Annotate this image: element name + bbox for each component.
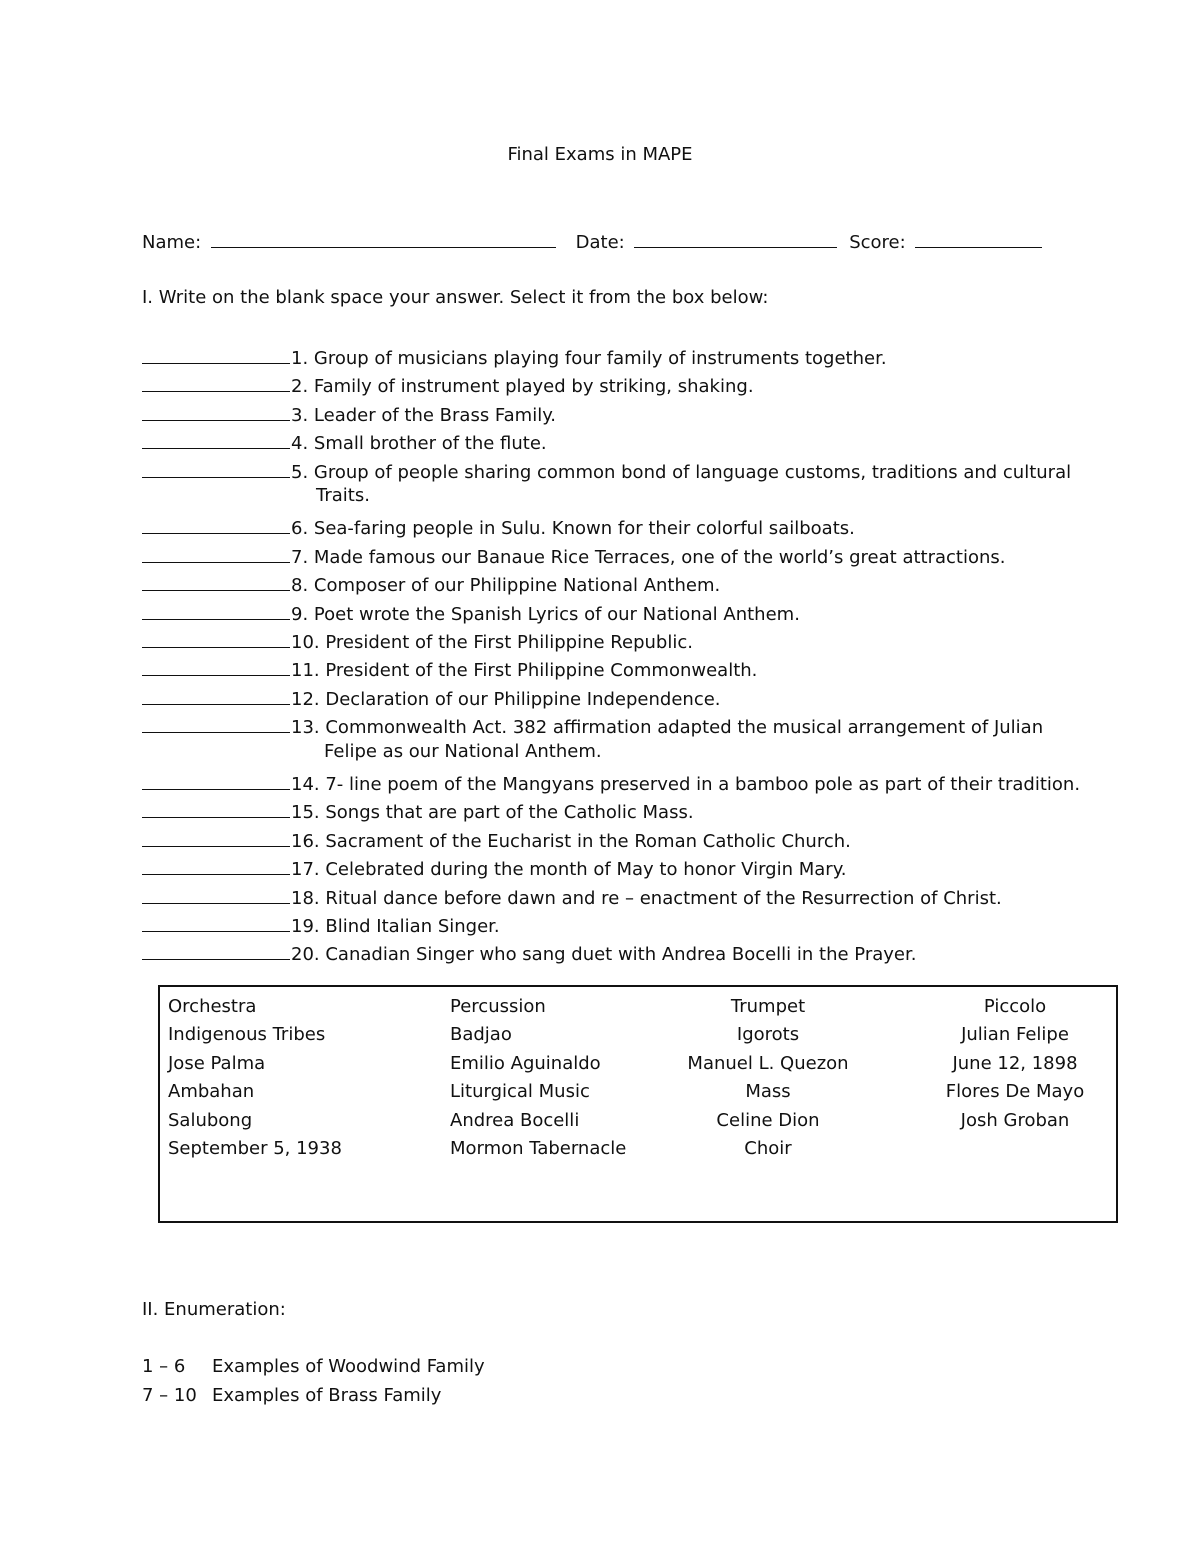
question-number: 4. [291, 433, 314, 455]
question-item [142, 883, 1002, 909]
question-text: 7- line poem of the Mangyans preserved in a bamboo pole as part of their tradition. [325, 774, 1081, 795]
answer-blank[interactable] [142, 371, 290, 392]
name-label: Name: [142, 232, 202, 253]
answer-choice: Choir [744, 1138, 792, 1159]
answer-blank[interactable] [142, 883, 290, 904]
answer-choice: June 12, 1898 [952, 1052, 1078, 1074]
answer-blank[interactable] [142, 712, 290, 733]
question-number: 15. [291, 802, 326, 824]
answer-choice: Liturgical Music [450, 1081, 590, 1103]
question-item [142, 939, 916, 965]
part2-heading: II. Enumeration: [142, 1299, 286, 1320]
answer-choice: Piccolo [983, 996, 1047, 1017]
question-number: 11. [291, 660, 326, 682]
question-number: 12. [291, 688, 326, 710]
question-item [142, 854, 847, 880]
answer-choice: Julian Felipe [961, 1024, 1069, 1046]
question-item [142, 400, 556, 426]
question-number: 2. [291, 376, 314, 398]
answer-choice: September 5, 1938 [168, 1138, 342, 1159]
question-item [142, 457, 1071, 483]
answer-blank[interactable] [142, 428, 290, 449]
question-item [142, 911, 500, 937]
question-item [142, 712, 1043, 738]
answer-blank[interactable] [142, 570, 290, 591]
answer-choice: Salubong [168, 1109, 253, 1131]
question-text: Leader of the Brass Family. [313, 404, 557, 426]
answer-blank[interactable] [142, 769, 290, 790]
page-title: Final Exams in MAPE [507, 144, 693, 165]
question-number: 10. [291, 632, 326, 653]
date-blank[interactable] [634, 229, 837, 248]
answer-blank[interactable] [142, 655, 290, 676]
answer-choice: Andrea Bocelli [450, 1109, 580, 1131]
answer-choice: Flores De Mayo [945, 1081, 1085, 1103]
question-text: Canadian Singer who sang duet with Andrea Bocelli in the Prayer. [325, 944, 917, 966]
question-text: President of the First Philippine Commonwealth. [325, 660, 758, 682]
question-number: 20. [291, 944, 326, 966]
question-item [142, 599, 800, 625]
answer-choice: Badjao [450, 1024, 512, 1046]
question-number: 16. [291, 830, 326, 852]
question-item [142, 513, 855, 539]
answer-choice: Percussion [450, 996, 546, 1017]
question-text-continued: Felipe as our National Anthem. [324, 740, 602, 762]
date-label: Date: [575, 232, 625, 253]
question-item [142, 371, 754, 397]
question-item [142, 570, 720, 596]
answer-blank[interactable] [142, 684, 290, 705]
question-item [142, 627, 693, 653]
answer-blank[interactable] [142, 939, 290, 960]
question-number: 17. [291, 859, 326, 881]
answer-blank[interactable] [142, 542, 290, 563]
question-text: Group of musicians playing four family of instruments together. [313, 348, 887, 369]
question-item [142, 655, 757, 681]
score-label: Score: [849, 232, 906, 253]
question-text: Celebrated during the month of May to honor Virgin Mary. [325, 859, 847, 881]
answer-blank[interactable] [142, 400, 290, 421]
answer-choice: Ambahan [168, 1081, 255, 1103]
question-number: 1. [291, 348, 314, 369]
question-number: 6. [291, 518, 314, 540]
question-text: Sea-faring people in Sulu. Known for their colorful sailboats. [313, 518, 855, 540]
answer-choice: Celine Dion [716, 1109, 820, 1131]
question-number: 18. [291, 887, 326, 909]
answer-choice: Trumpet [730, 996, 806, 1017]
answer-blank[interactable] [142, 343, 290, 364]
question-text-continued: Traits. [316, 485, 370, 506]
question-item [142, 797, 694, 823]
answer-blank[interactable] [142, 599, 290, 620]
answer-blank[interactable] [142, 826, 290, 847]
question-text: Sacrament of the Eucharist in the Roman Catholic Church. [325, 830, 851, 852]
question-item [142, 684, 721, 710]
question-item [142, 542, 1006, 568]
answer-blank[interactable] [142, 513, 290, 534]
question-number: 7. [291, 546, 314, 568]
enumeration-text: Examples of Woodwind Family [212, 1356, 485, 1377]
question-text: Songs that are part of the Catholic Mass. [325, 802, 694, 824]
question-number: 8. [291, 575, 314, 597]
enumeration-range: 7 – 10 [142, 1385, 197, 1406]
question-text: Made famous our Banaue Rice Terraces, one of the world’s great attractions. [313, 546, 1006, 568]
part1-instruction: I. Write on the blank space your answer. Select it from the box below: [142, 287, 769, 308]
question-number: 5. [291, 461, 314, 483]
answer-choice: Orchestra [168, 996, 257, 1017]
name-blank[interactable] [211, 229, 556, 248]
answer-choice: Mass [745, 1081, 791, 1103]
question-number: 14. [291, 774, 326, 795]
answer-choice: Emilio Aguinaldo [450, 1052, 601, 1074]
answer-blank[interactable] [142, 457, 290, 478]
question-text: Declaration of our Philippine Independence. [325, 688, 721, 710]
question-item [142, 826, 851, 852]
answer-choice: Josh Groban [960, 1109, 1070, 1131]
question-text: Family of instrument played by striking, shaking. [313, 376, 754, 398]
answer-choice: Mormon Tabernacle [450, 1138, 627, 1159]
enumeration-item [142, 1385, 441, 1406]
question-text: Composer of our Philippine National Anthem. [313, 575, 721, 597]
answer-choice: Indigenous Tribes [168, 1024, 326, 1046]
enumeration-text: Examples of Brass Family [212, 1385, 442, 1406]
header-fields [142, 229, 1042, 253]
answer-blank[interactable] [142, 911, 290, 932]
question-number: 13. [291, 717, 326, 739]
answer-choice: Manuel L. Quezon [687, 1052, 849, 1074]
question-number: 3. [291, 404, 314, 426]
question-text: Blind Italian Singer. [325, 916, 500, 937]
answer-blank[interactable] [142, 627, 290, 648]
answer-choice: Igorots [736, 1024, 800, 1046]
answer-choice: Jose Palma [168, 1052, 266, 1074]
enumeration-item [142, 1356, 485, 1377]
question-item [142, 769, 1080, 795]
question-number: 9. [291, 603, 314, 625]
question-number: 19. [291, 916, 326, 937]
question-text: Ritual dance before dawn and re – enactment of the Resurrection of Christ. [325, 887, 1002, 909]
question-text: Commonwealth Act. 382 affirmation adapted the musical arrangement of Julian [325, 717, 1044, 739]
question-item [142, 343, 887, 369]
question-item [142, 428, 547, 454]
answer-blank[interactable] [142, 797, 290, 818]
question-text: Group of people sharing common bond of language customs, traditions and cultural [313, 461, 1072, 483]
question-text: President of the First Philippine Republic. [325, 632, 693, 653]
question-text: Small brother of the flute. [313, 433, 547, 455]
enumeration-range: 1 – 6 [142, 1356, 186, 1377]
answer-box [158, 985, 1118, 1223]
answer-blank[interactable] [142, 854, 290, 875]
question-text: Poet wrote the Spanish Lyrics of our National Anthem. [313, 603, 800, 625]
score-blank[interactable] [915, 229, 1042, 248]
